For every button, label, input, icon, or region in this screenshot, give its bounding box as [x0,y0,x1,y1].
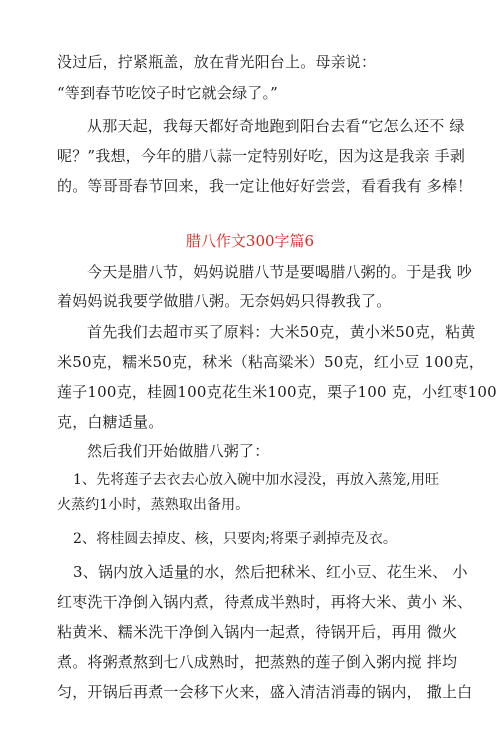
step-line: 1、先将莲子去衣去心放入碗中加水浸没，再放入蒸笼,用旺 [73,472,440,488]
paragraph-line: 从那天起，我每天都好奇地跑到阳台去看“它怎么还不 绿 [87,117,465,135]
paragraph-line: 今天是腊八节，妈妈说腊八节是要喝腊八粥的。于是我 吵 [87,263,472,281]
paragraph-line: 粘黄米、糯米洗干净倒入锅内一起煮，待锅开后，再用 微火 [57,623,458,641]
paragraph-line: 没过后，拧紧瓶盖，放在背光阳台上。母亲说： [57,53,377,71]
step-line: 3、锅内放入适量的水，然后把秫米、红小豆、花生米、 小 [73,563,468,581]
paragraph-line: 克，白糖适量。 [57,413,164,431]
paragraph-line: 然后我们开始做腊八粥了： [87,442,270,460]
paragraph-line: 莲子100克，桂圆100克花生米100克，栗子100 克，小红枣100 [57,383,497,401]
paragraph-line: 首先我们去超市买了原料：大米50克，黄小米50克，粘黄 [87,323,476,341]
paragraph-line: 呢？”我想，今年的腊八蒜一定特别好吃，因为这是我亲 手剥 [57,147,466,165]
paragraph-line: 着妈妈说我要学做腊八粥。无奈妈妈只得教我了。 [57,292,392,310]
paragraph-line: 的。等哥哥春节回来，我一定让他好好尝尝，看看我有 多棒！ [57,177,473,195]
section-title: 腊八作文300字篇6 [185,232,315,250]
step-line: 2、将桂圆去掉皮、核，只要肉;将栗子剥掉壳及衣。 [73,531,398,547]
paragraph-line: 红枣洗干净倒入锅内煮，待煮成半熟时，再将大米、黄小 米、 [57,593,473,611]
quote-line: “等到春节吃饺子时它就会绿了。” [57,84,279,102]
paragraph-line: 匀，开锅后再煮一会移下火来，盛入清洁消毒的锅内， 撒上白 [57,683,473,701]
paragraph-line: 米50克，糯米50克，秫米（粘高粱米）50克，红小豆 100克， [57,353,485,371]
paragraph-line: 煮。将粥煮熬到七八成熟时，把蒸熟的莲子倒入粥内搅 拌均 [57,653,458,671]
step-line: 火蒸约1小时，蒸熟取出备用。 [57,497,250,513]
